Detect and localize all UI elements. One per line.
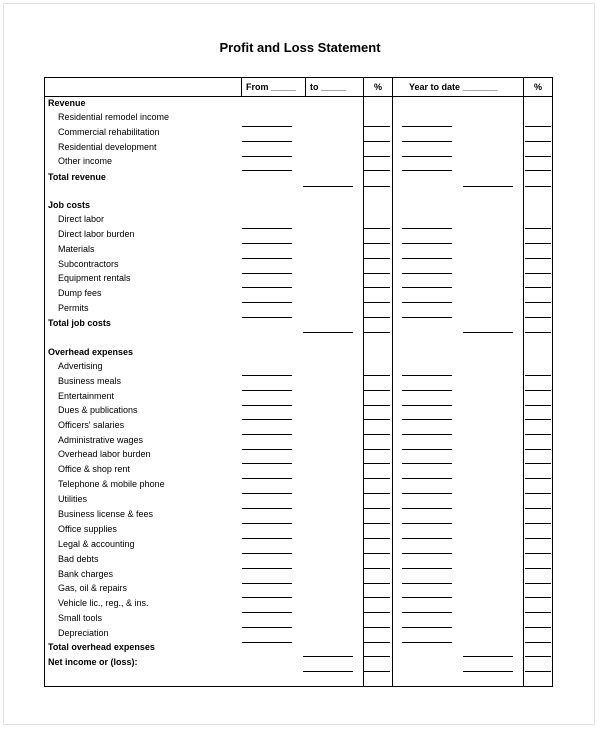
period-percent-field[interactable] [364,449,390,450]
line-item-label: Equipment rentals [58,273,131,283]
ytd-amount-field[interactable] [402,405,452,406]
period-percent-field[interactable] [364,523,390,524]
header-percent-ytd: % [534,82,543,92]
period-percent-field[interactable] [364,434,390,435]
line-item-label: Small tools [58,613,103,623]
period-percent-field[interactable] [364,627,390,628]
ytd-amount-field[interactable] [402,287,452,288]
from-amount-field[interactable] [242,523,292,524]
ytd-amount-field[interactable] [402,523,452,524]
ytd-amount-field[interactable] [402,390,452,391]
ytd-amount-field[interactable] [402,463,452,464]
ytd-amount-field[interactable] [402,170,452,171]
col-divider [523,78,524,686]
ytd-total-field[interactable] [463,671,513,672]
line-item-label: Depreciation [58,628,109,638]
ytd-percent-field[interactable] [525,493,551,494]
period-percent-field[interactable] [364,508,390,509]
ytd-percent-field[interactable] [525,273,551,274]
ytd-amount-field[interactable] [402,126,452,127]
ytd-percent-field[interactable] [525,170,551,171]
to-total-field[interactable] [303,186,353,187]
to-total-field[interactable] [303,332,353,333]
header-percent-period: % [374,82,383,92]
from-amount-field[interactable] [242,583,292,584]
col-divider [241,78,242,96]
line-item-label: Legal & accounting [58,539,135,549]
period-percent-field[interactable] [364,258,390,259]
period-percent-field[interactable] [364,126,390,127]
from-amount-field[interactable] [242,434,292,435]
period-percent-field[interactable] [364,583,390,584]
ytd-percent-field[interactable] [525,375,551,376]
ytd-percent-field[interactable] [525,186,551,187]
from-amount-field[interactable] [242,126,292,127]
section-heading-overhead: Overhead expenses [48,347,134,357]
ytd-percent-field[interactable] [525,612,551,613]
ytd-amount-field[interactable] [402,538,452,539]
col-divider [305,78,306,96]
col-divider [392,78,393,686]
ytd-percent-field[interactable] [525,523,551,524]
line-item-label: Utilities [58,494,88,504]
total-label: Total overhead expenses [48,642,155,652]
from-amount-field[interactable] [242,156,292,157]
ytd-amount-field[interactable] [402,273,452,274]
line-item-label: Business meals [58,376,122,386]
ytd-percent-field[interactable] [525,332,551,333]
ytd-amount-field[interactable] [402,478,452,479]
line-item-label: Dues & publications [58,405,138,415]
ytd-amount-field[interactable] [402,449,452,450]
from-amount-field[interactable] [242,243,292,244]
ytd-percent-field[interactable] [525,287,551,288]
line-item-label: Commercial rehabilitation [58,127,160,137]
period-percent-field[interactable] [364,419,390,420]
ytd-percent-field[interactable] [525,258,551,259]
header-from: From _____ [246,82,297,92]
ytd-amount-field[interactable] [402,375,452,376]
from-amount-field[interactable] [242,627,292,628]
section-heading-job-costs: Job costs [48,200,91,210]
from-amount-field[interactable] [242,597,292,598]
from-amount-field[interactable] [242,612,292,613]
period-percent-field[interactable] [364,671,390,672]
from-amount-field[interactable] [242,390,292,391]
ytd-percent-field[interactable] [525,419,551,420]
line-item-label: Officers' salaries [58,420,125,430]
line-item-label: Gas, oil & repairs [58,583,128,593]
period-percent-field[interactable] [364,317,390,318]
ytd-percent-field[interactable] [525,141,551,142]
line-item-label: Bank charges [58,569,114,579]
ytd-amount-field[interactable] [402,156,452,157]
ytd-percent-field[interactable] [525,302,551,303]
period-percent-field[interactable] [364,463,390,464]
period-percent-field[interactable] [364,597,390,598]
period-percent-field[interactable] [364,390,390,391]
line-item-label: Materials [58,244,95,254]
ytd-percent-field[interactable] [525,126,551,127]
ytd-percent-field[interactable] [525,642,551,643]
ytd-total-field[interactable] [463,656,513,657]
ytd-percent-field[interactable] [525,156,551,157]
from-amount-field[interactable] [242,642,292,643]
to-total-field[interactable] [303,656,353,657]
header-year-to-date: Year to date _______ [409,82,498,92]
ytd-percent-field[interactable] [525,508,551,509]
period-percent-field[interactable] [364,612,390,613]
from-amount-field[interactable] [242,317,292,318]
from-amount-field[interactable] [242,493,292,494]
ytd-percent-field[interactable] [525,583,551,584]
ytd-percent-field[interactable] [525,627,551,628]
from-amount-field[interactable] [242,258,292,259]
period-percent-field[interactable] [364,478,390,479]
ytd-percent-field[interactable] [525,553,551,554]
line-item-label: Residential development [58,142,157,152]
ytd-amount-field[interactable] [402,597,452,598]
ytd-amount-field[interactable] [402,583,452,584]
ytd-amount-field[interactable] [402,141,452,142]
from-amount-field[interactable] [242,375,292,376]
ytd-percent-field[interactable] [525,597,551,598]
line-item-label: Office & shop rent [58,464,130,474]
total-label: Net income or (loss): [48,657,138,667]
period-percent-field[interactable] [364,243,390,244]
ytd-percent-field[interactable] [525,463,551,464]
line-item-label: Bad debts [58,554,99,564]
period-percent-field[interactable] [364,642,390,643]
period-percent-field[interactable] [364,332,390,333]
ytd-percent-field[interactable] [525,390,551,391]
period-percent-field[interactable] [364,228,390,229]
ytd-amount-field[interactable] [402,553,452,554]
period-percent-field[interactable] [364,186,390,187]
ytd-percent-field[interactable] [525,405,551,406]
line-item-label: Permits [58,303,89,313]
ytd-amount-field[interactable] [402,642,452,643]
statement-table [44,77,553,687]
period-percent-field[interactable] [364,170,390,171]
period-percent-field[interactable] [364,568,390,569]
ytd-amount-field[interactable] [402,243,452,244]
from-amount-field[interactable] [242,287,292,288]
section-heading-revenue: Revenue [48,98,86,108]
ytd-percent-field[interactable] [525,449,551,450]
line-item-label: Overhead labor burden [58,449,151,459]
period-percent-field[interactable] [364,156,390,157]
line-item-label: Telephone & mobile phone [58,479,165,489]
from-amount-field[interactable] [242,419,292,420]
from-amount-field[interactable] [242,508,292,509]
line-item-label: Subcontractors [58,259,119,269]
from-amount-field[interactable] [242,568,292,569]
from-amount-field[interactable] [242,449,292,450]
line-item-label: Residential remodel income [58,112,170,122]
from-amount-field[interactable] [242,538,292,539]
ytd-percent-field[interactable] [525,478,551,479]
line-item-label: Business license & fees [58,509,154,519]
ytd-amount-field[interactable] [402,258,452,259]
ytd-percent-field[interactable] [525,656,551,657]
ytd-total-field[interactable] [463,332,513,333]
from-amount-field[interactable] [242,463,292,464]
from-amount-field[interactable] [242,553,292,554]
from-amount-field[interactable] [242,141,292,142]
ytd-percent-field[interactable] [525,568,551,569]
to-total-field[interactable] [303,671,353,672]
line-item-label: Direct labor [58,214,105,224]
period-percent-field[interactable] [364,493,390,494]
ytd-percent-field[interactable] [525,317,551,318]
ytd-total-field[interactable] [463,186,513,187]
period-percent-field[interactable] [364,538,390,539]
line-item-label: Dump fees [58,288,102,298]
line-item-label: Administrative wages [58,435,144,445]
ytd-amount-field[interactable] [402,612,452,613]
ytd-percent-field[interactable] [525,228,551,229]
line-item-label: Direct labor burden [58,229,135,239]
from-amount-field[interactable] [242,478,292,479]
ytd-percent-field[interactable] [525,538,551,539]
line-item-label: Office supplies [58,524,117,534]
from-amount-field[interactable] [242,302,292,303]
ytd-amount-field[interactable] [402,508,452,509]
ytd-percent-field[interactable] [525,243,551,244]
ytd-amount-field[interactable] [402,434,452,435]
ytd-percent-field[interactable] [525,671,551,672]
from-amount-field[interactable] [242,273,292,274]
ytd-amount-field[interactable] [402,493,452,494]
line-item-label: Entertainment [58,391,115,401]
from-amount-field[interactable] [242,228,292,229]
ytd-amount-field[interactable] [402,568,452,569]
period-percent-field[interactable] [364,553,390,554]
ytd-amount-field[interactable] [402,317,452,318]
ytd-amount-field[interactable] [402,419,452,420]
line-item-label: Advertising [58,361,103,371]
table-header-row [45,78,552,97]
total-label: Total revenue [48,172,106,182]
period-percent-field[interactable] [364,141,390,142]
from-amount-field[interactable] [242,170,292,171]
ytd-amount-field[interactable] [402,627,452,628]
period-percent-field[interactable] [364,405,390,406]
header-to: to _____ [310,82,347,92]
from-amount-field[interactable] [242,405,292,406]
document-title: Profit and Loss Statement [219,40,381,55]
period-percent-field[interactable] [364,302,390,303]
ytd-amount-field[interactable] [402,228,452,229]
period-percent-field[interactable] [364,273,390,274]
period-percent-field[interactable] [364,287,390,288]
period-percent-field[interactable] [364,656,390,657]
period-percent-field[interactable] [364,375,390,376]
ytd-percent-field[interactable] [525,434,551,435]
total-label: Total job costs [48,318,111,328]
line-item-label: Other income [58,156,113,166]
ytd-amount-field[interactable] [402,302,452,303]
line-item-label: Vehicle lic., reg., & ins. [58,598,149,608]
